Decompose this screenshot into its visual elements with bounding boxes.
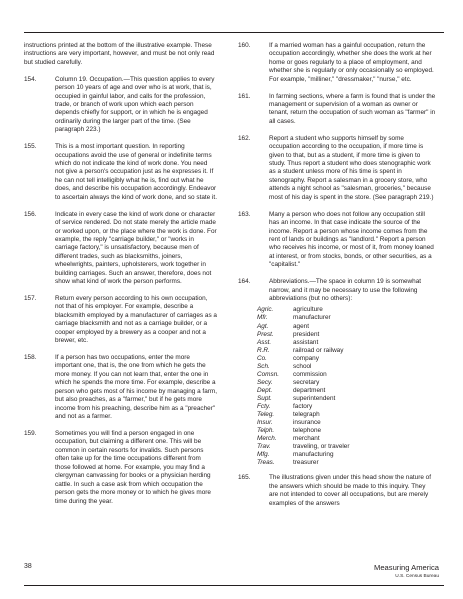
footer-rule [24, 585, 444, 586]
abbreviation-row [257, 427, 436, 435]
paragraph-160 [238, 42, 436, 84]
abbreviation-row [257, 363, 436, 371]
abbreviation: Fcty. [257, 402, 271, 410]
paragraph-text: Report a student who supports himself by some occupation according to the occupation, if more time is given to that, but as a student, if more time is given to study. Thus report a student who does stenographic work as a student unless more of his time is spent in stenography. Report a salesman in a grocery store, who attends a night school as "salesman, groceries," because most of his day is spent in the store. (See paragraph 219.) [269, 134, 434, 201]
abbreviation: Teleg. [257, 411, 275, 419]
abbreviation-row [257, 339, 436, 347]
abbreviation-meaning: manufacturing [293, 451, 334, 459]
abbreviation: Sch. [257, 362, 270, 370]
abbreviation-meaning: factory [293, 402, 313, 410]
abbreviation: Telph. [257, 427, 275, 435]
abbreviation-meaning: superintendent [293, 394, 336, 402]
paragraph-text: instructions printed at the bottom of the illustrative example. These instructions are very important, however, and must be not only read but studied carefully. [24, 42, 215, 66]
abbreviation-row [257, 395, 436, 403]
abbreviations-table [257, 306, 436, 467]
abbreviation-meaning: company [293, 354, 319, 362]
abbreviation-meaning: assistant [293, 338, 319, 346]
paragraph-154 [24, 76, 218, 135]
left-column [24, 42, 218, 514]
paragraph-number: 162. [238, 134, 251, 142]
abbreviation-meaning: insurance [293, 419, 321, 427]
top-rule [24, 32, 444, 33]
paragraph-number: 154. [24, 75, 37, 83]
abbreviation-row [257, 379, 436, 387]
abbreviation-meaning: telegraph [293, 411, 320, 419]
abbreviation: Prest. [257, 330, 274, 338]
abbreviation-meaning: traveling, or traveler [293, 443, 350, 451]
paragraph-text: This is a most important question. In reporting occupations avoid the use of general or indefinite terms which do not indicate the kind of work done. You need not give a person's occupation just as he expresses it. If he can not tell intelligibly what he is, find out what he does, and describe his occupation accordingly. Endeavor to ascertain always the kind of work done, and so state it. [55, 143, 217, 201]
abbreviation-meaning: commission [293, 370, 327, 378]
abbreviation: Merch. [257, 435, 277, 443]
paragraph-text: Column 19. Occupation.—This question applies to every person 10 years of age and over who is at work, that is, occupied in gainful labor, and calls for the profession, trade, or branch of work upon which each person depends chiefly for support, or in which he is engaged ordinarily during the larger part of the time. (See paragraph 223.) [55, 75, 215, 134]
abbreviation-meaning: telephone [293, 427, 322, 435]
paragraph-162 [238, 135, 436, 203]
footer-title: Measuring America [374, 563, 439, 572]
paragraph-155 [24, 143, 218, 202]
paragraph-text: Many a person who does not follow any occupation still has an income. In that case indicate the source of the income. Report a person whose income comes from the rent of lands or buildings as "landlord." Report a person who receives his income, or most of it, from money loaned at interest, or from stocks, bonds, or other securities, as a "capitalist." [269, 210, 434, 269]
paragraph-text: If a married woman has a gainful occupation, return the occupation accordingly, whether she does the work at her home or goes regularly to a place of employment, and whether she is regularly or only occasionally so employed. For example, "milliner," "dressmaker," "nurse," etc. [269, 42, 434, 83]
paragraph-number: 159. [24, 429, 37, 437]
abbreviation: Agric. [257, 306, 274, 314]
paragraph-text: Indicate in every case the kind of work done or character of service rendered. Do not state merely the article made or worked upon, or the place where the work is done. For example, the reply "carriage builder," or "works in carriage factory," is unsatisfactory, because men of different trades, such as blacksmiths, joiners, wheelwrights, painters, upholsterers, work together in building carriages. Such an answer, therefore, does not show what kind of work the person performs. [55, 210, 217, 286]
paragraph-number: 165. [238, 474, 251, 482]
paragraph-number: 156. [24, 210, 37, 218]
abbreviation: Secy. [257, 378, 273, 386]
paragraph-continued [24, 42, 218, 67]
abbreviation-meaning: agriculture [293, 306, 323, 314]
paragraph-number: 164. [238, 278, 251, 286]
abbreviation-row [257, 387, 436, 395]
paragraph-164 [238, 278, 436, 303]
abbreviation-row [257, 435, 436, 443]
paragraph-text: In farming sections, where a farm is found that is under the management or supervision of a woman as owner or tenant, return the occupation of such woman as "farmer" in all cases. [269, 92, 436, 125]
abbreviation-meaning: manufacturer [293, 314, 331, 322]
abbreviation: Trav. [257, 443, 271, 451]
paragraph-number: 157. [24, 294, 37, 302]
abbreviation: R.R. [257, 346, 270, 354]
paragraph-text: Return every person according to his own occupation, not that of his employer. For example, describe a blacksmith employed by a manufacturer of carriages as a carriage blacksmith and not as a carriage builder, or a cooper employed by a brewery as a cooper and not a brewer, etc. [55, 294, 217, 345]
page-number: 38 [24, 563, 32, 570]
abbreviation-row [257, 314, 436, 322]
abbreviation-meaning: merchant [293, 435, 320, 443]
paragraph-number: 155. [24, 143, 37, 151]
abbreviation-row [257, 451, 436, 459]
abbreviation: Agt. [257, 322, 269, 330]
paragraph-157 [24, 295, 218, 346]
abbreviation-row [257, 403, 436, 411]
abbreviation-row [257, 331, 436, 339]
abbreviation-row [257, 347, 436, 355]
abbreviation-meaning: secretary [293, 378, 320, 386]
footer-subtitle: U.S. Census Bureau [395, 574, 439, 579]
abbreviation: Dept. [257, 386, 273, 394]
abbreviation: Insur. [257, 419, 273, 427]
abbreviation-meaning: railroad or railway [293, 346, 344, 354]
paragraph-number: 161. [238, 92, 251, 100]
abbreviation: Co. [257, 354, 267, 362]
paragraph-161 [238, 93, 436, 127]
abbreviation-row [257, 419, 436, 427]
abbreviation-meaning: president [293, 330, 320, 338]
paragraph-text: Abbreviations.—The space in column 19 is somewhat narrow, and it may be necessary to use the following abbreviations (but no others): [269, 278, 422, 302]
abbreviation: Mfr. [257, 314, 268, 322]
abbreviation-row [257, 306, 436, 314]
abbreviation-row [257, 443, 436, 451]
abbreviation-meaning: agent [293, 322, 309, 330]
abbreviation-row [257, 371, 436, 379]
paragraph-number: 158. [24, 353, 37, 361]
abbreviation-meaning: school [293, 362, 312, 370]
abbreviation: Mfg. [257, 451, 270, 459]
abbreviation: Treas. [257, 459, 275, 467]
paragraph-156 [24, 211, 218, 287]
abbreviation-row [257, 411, 436, 419]
paragraph-text: The illustrations given under this head show the nature of the answers which should be made to this inquiry. They are not intended to cover all occupations, but are merely examples of the answers [269, 474, 431, 507]
abbreviation-row [257, 323, 436, 331]
paragraph-text: If a person has two occupations, enter the more important one, that is, the one from which he gets the more money. If you can not learn that, enter the one in which he spends the more time. For example, describe a person who gets most of his income by managing a farm, but also preaches, as a "farmer," but if he gets more income from his preaching, describe him as a "preacher" and not as a farmer. [55, 353, 217, 421]
paragraph-number: 160. [238, 42, 251, 49]
abbreviation-meaning: treasurer [293, 459, 319, 467]
paragraph-165 [238, 474, 436, 508]
abbreviation: Asst. [257, 338, 272, 346]
abbreviation-row [257, 355, 436, 363]
abbreviation-row [257, 459, 436, 467]
right-column [238, 42, 436, 516]
paragraph-159 [24, 430, 218, 506]
abbreviation: Comsn. [257, 370, 280, 378]
paragraph-158 [24, 354, 218, 422]
paragraph-number: 163. [238, 210, 251, 218]
abbreviation: Supt. [257, 394, 272, 402]
paragraph-text: Sometimes you will find a person engaged in one occupation, but claiming a different one. This will be common in certain resorts for invalids. Such persons often take up for the time occupations different from those followed at home. For example, you may find a clergyman canvassing for books or a physician herding cattle. In such a case ask from which occupation the person gets the more money or to which he gives more time during the year. [55, 429, 211, 505]
paragraph-163 [238, 211, 436, 270]
abbreviation-meaning: department [293, 386, 326, 394]
